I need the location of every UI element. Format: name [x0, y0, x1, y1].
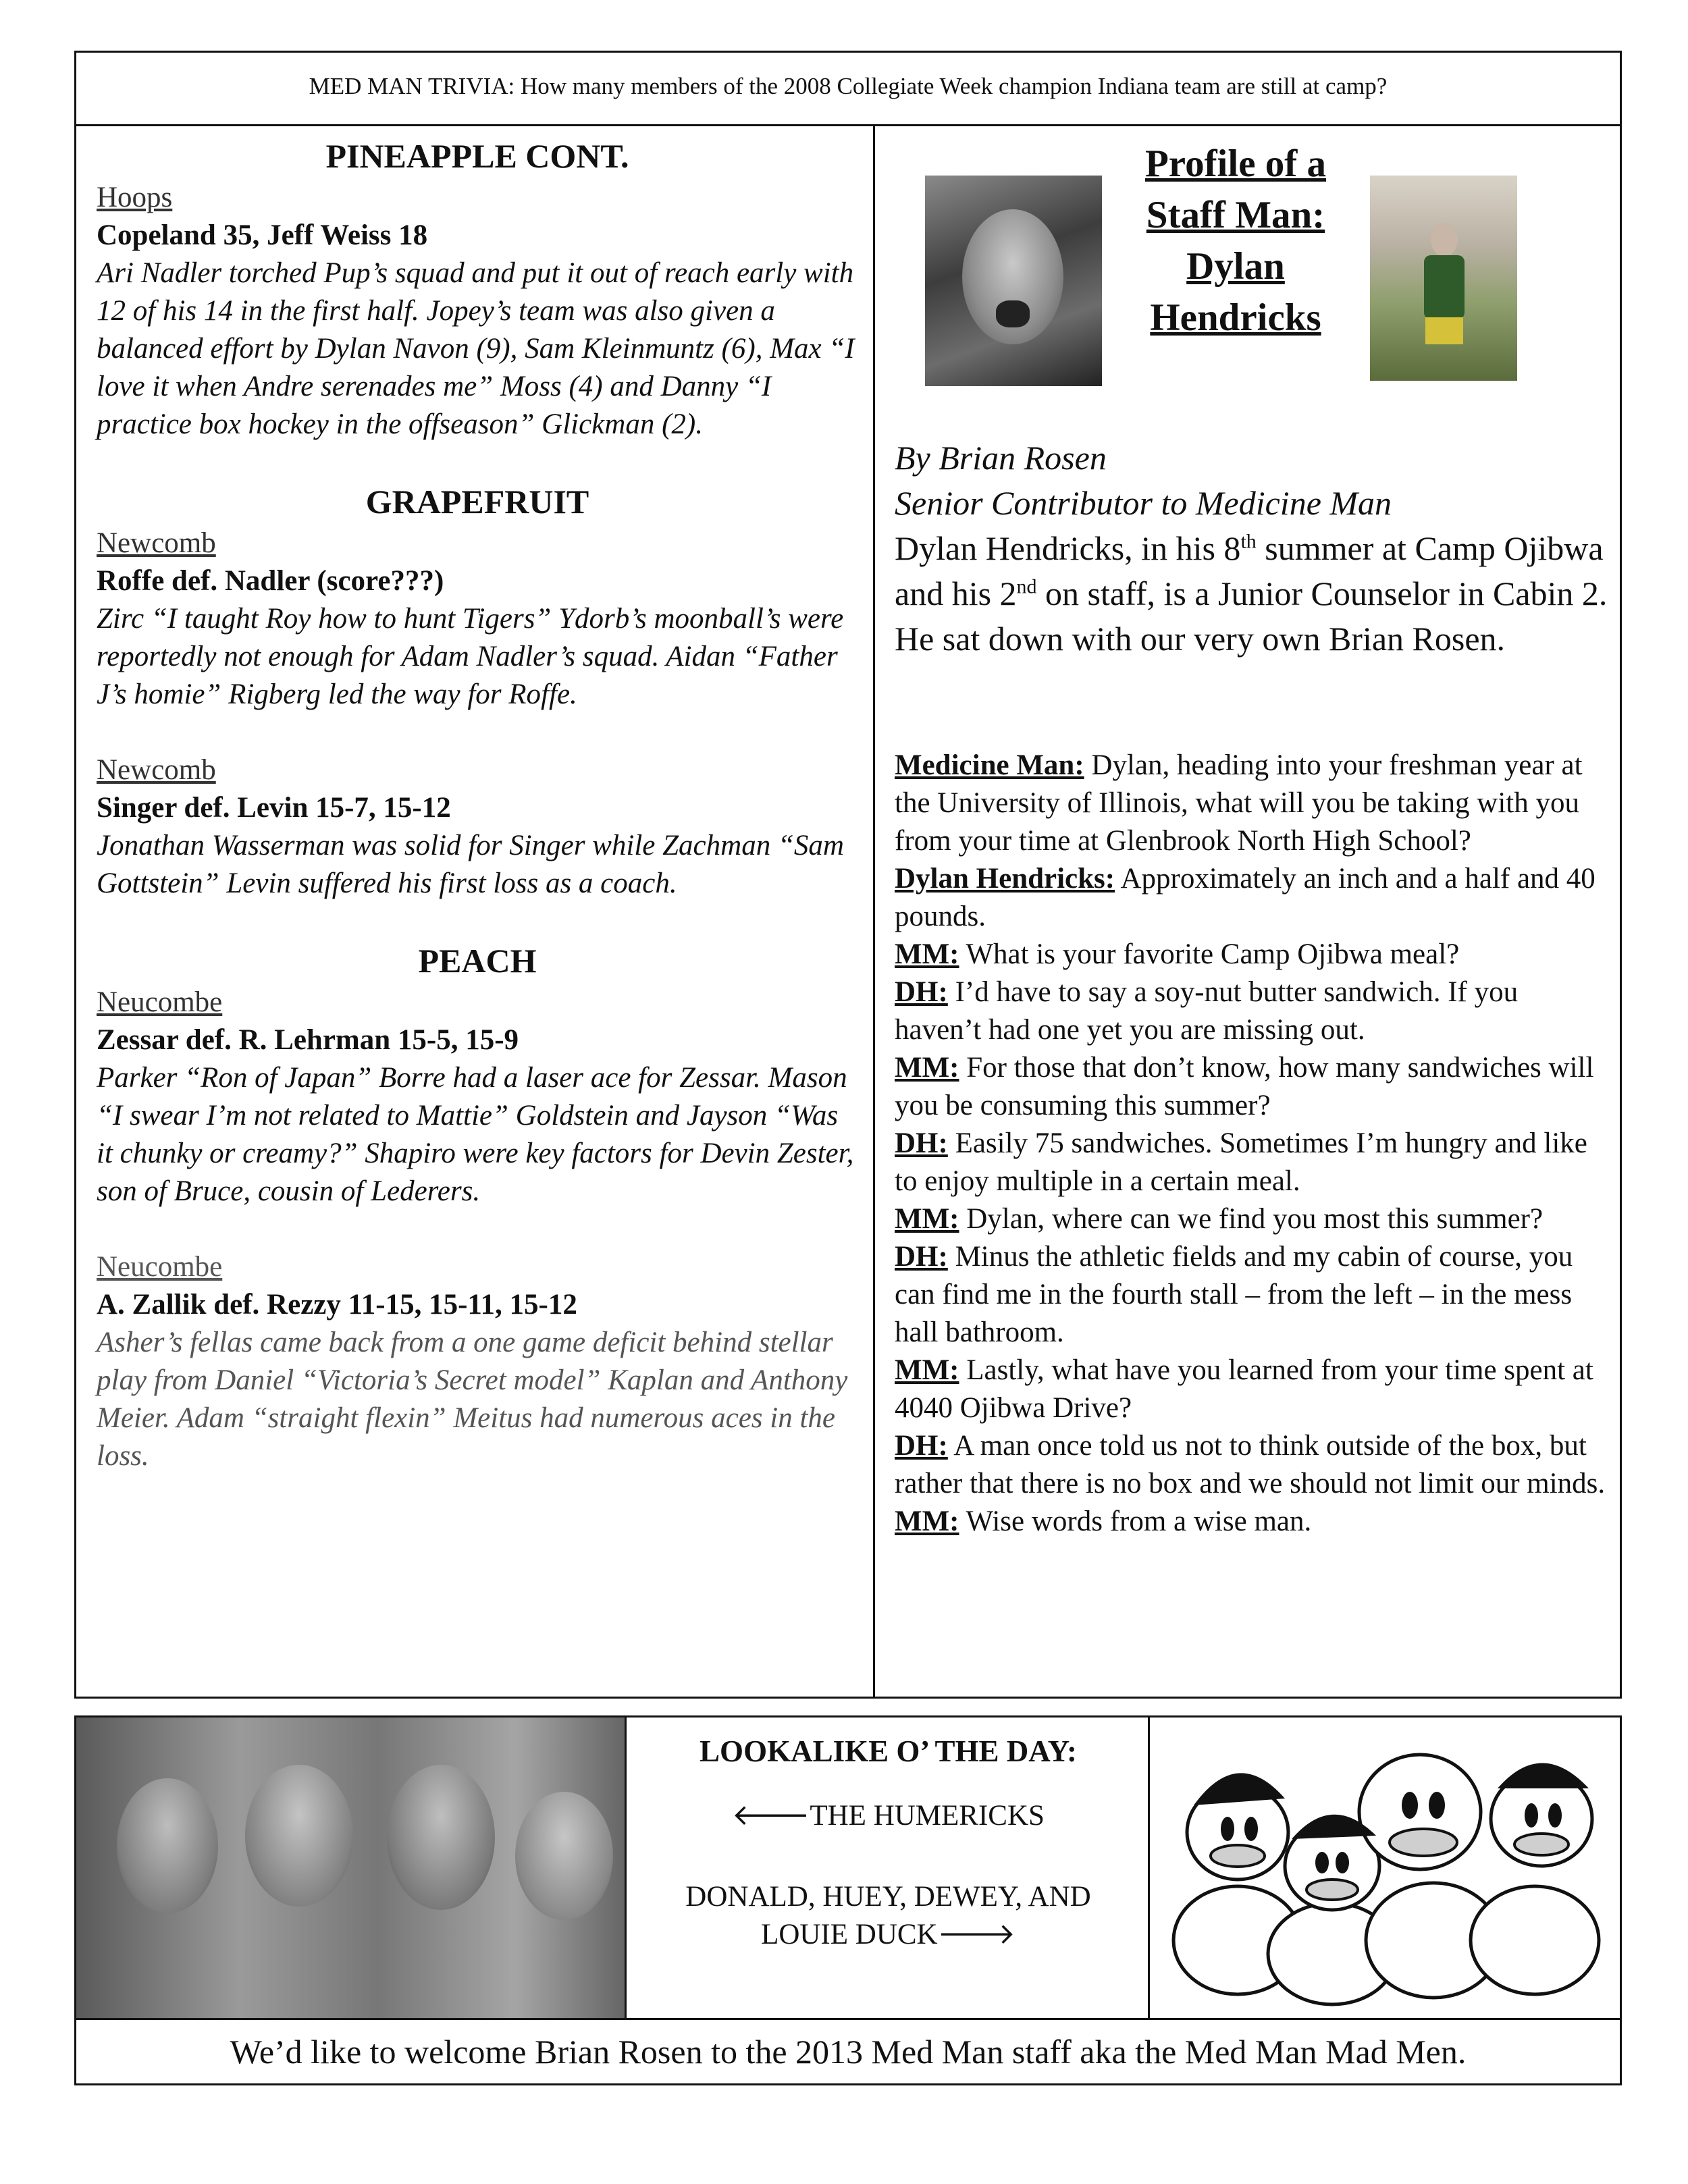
humericks-photo [76, 1717, 625, 2018]
interview-speaker: MM: [895, 1203, 959, 1235]
welcome-banner [74, 2018, 1622, 2085]
interview-speaker: DH: [895, 1430, 948, 1462]
interview-speaker: MM: [895, 1506, 959, 1537]
lookalike-right-label: DONALD, HUEY, DEWEY, AND [685, 1881, 1091, 1913]
duck-cartoon-drawing [1150, 1717, 1616, 2015]
game-sport: Newcomb [97, 527, 216, 559]
interview-text: Easily 75 sandwiches. Sometimes I’m hungry and like to enjoy multiple in a certain meal. [895, 1127, 1587, 1197]
interview-speaker: MM: [895, 1354, 959, 1386]
interview-line [895, 1049, 1610, 1125]
interview-transcript [895, 747, 1610, 1541]
interview-line [895, 1352, 1610, 1427]
trivia-banner [74, 51, 1622, 126]
game-sport: Neucombe [97, 986, 223, 1018]
profile-title-line: Profile of a [1144, 142, 1327, 185]
interview-line [895, 1238, 1610, 1352]
dylan-headshot-photo [925, 176, 1102, 386]
welcome-text: We’d like to welcome Brian Rosen to the 2013 Med Man staff aka the Med Man Mad Men. [230, 2033, 1467, 2071]
lookalike-left-label: 🡐THE HUMERICKS [732, 1800, 1045, 1832]
interview-line [895, 860, 1610, 936]
profile-title-line: Staff Man: [1146, 194, 1325, 236]
interview-text: Dylan, where can we find you most this summer? [959, 1203, 1544, 1235]
interview-text: I’d have to say a soy-nut butter sandwich. If you haven’t had one yet you are missing out. [895, 976, 1519, 1046]
interview-line [895, 974, 1610, 1049]
trivia-text: MED MAN TRIVIA: How many members of the 2008 Collegiate Week champion Indiana team are still at camp? [309, 73, 1388, 99]
intro-sup: nd [1016, 575, 1037, 598]
interview-speaker: Dylan Hendricks: [895, 863, 1115, 895]
game-report [97, 751, 858, 903]
game-body: Parker “Ron of Japan” Borre had a laser ace for Zessar. Mason “I swear I’m not related to Mattie” Goldstein and Jayson “Was it chunky or creamy?” Shapiro were key factors for Devin Zester, son of Bruce, cousin of Lederers. [97, 1062, 854, 1207]
game-sport: Hoops [97, 182, 173, 213]
interview-line [895, 1427, 1610, 1503]
interview-line [895, 747, 1610, 860]
byline-author: By Brian Rosen [895, 439, 1107, 477]
interview-line [895, 1503, 1610, 1541]
game-headline: Singer def. Levin 15-7, 15-12 [97, 792, 451, 824]
game-body: Asher’s fellas came back from a one game deficit behind stellar play from Daniel “Victoria’s Secret model” Kaplan and Anthony Meier. Adam “straight flexin” Meitus had numerous aces in the loss. [97, 1327, 848, 1472]
interview-text: Approximately an inch and a half and 40 pounds. [895, 863, 1595, 932]
intro-text: summer at Camp Ojibwa and his 2 [895, 529, 1604, 612]
game-sport: Newcomb [97, 754, 216, 786]
dylan-running-photo [1370, 176, 1517, 381]
interview-line [895, 1125, 1610, 1200]
interview-text: A man once told us not to think outside of the box, but rather that there is no box and we should not limit our minds. [895, 1430, 1606, 1499]
interview-text: Lastly, what have you learned from your time spent at 4040 Ojibwa Drive? [895, 1354, 1593, 1424]
game-headline: Roffe def. Nadler (score???) [97, 565, 444, 597]
intro-text: Dylan Hendricks, in his 8 [895, 529, 1241, 567]
byline-role: Senior Contributor to Medicine Man [895, 484, 1392, 522]
lookalike-caption [625, 1717, 1150, 2018]
interview-speaker: MM: [895, 938, 959, 970]
intro-paragraph [895, 526, 1610, 662]
game-body: Ari Nadler torched Pup’s squad and put it out of reach early with 12 of his 14 in the first half. Jopey’s team was also given a balanced effort by Dylan Navon (9), Sam Kleinmuntz (6), Max “I love it when Andre serenades me” Moss (4) and Danny “I practice box hockey in the offseason” Glickman (2). [97, 257, 855, 440]
interview-speaker: DH: [895, 976, 948, 1008]
intro-text: on staff, is a Junior Counselor in Cabin 2. He sat down with our very own Brian Rosen. [895, 575, 1608, 658]
interview-text: Minus the athletic fields and my cabin of course, you can find me in the fourth stall – from the left – in the mess hall bathroom. [895, 1241, 1573, 1348]
sports-results-column [74, 124, 875, 1699]
game-headline: Copeland 35, Jeff Weiss 18 [97, 219, 428, 251]
section-title-pineapple: PINEAPPLE CONT. [325, 137, 629, 175]
article-intro [895, 435, 1610, 662]
interview-text: For those that don’t know, how many sandwiches will you be consuming this summer? [895, 1052, 1594, 1121]
game-report [97, 525, 858, 714]
interview-line [895, 1200, 1610, 1238]
game-sport: Neucombe [97, 1251, 223, 1283]
profile-title-line: Dylan [1186, 245, 1285, 288]
game-headline: A. Zallik def. Rezzy 11-15, 15-11, 15-12 [97, 1289, 577, 1321]
interview-text: Dylan, heading into your freshman year at the University of Illinois, what will you be taking with you from your time at Glenbrook North High School? [895, 749, 1583, 857]
lookalike-title: LOOKALIKE O’ THE DAY: [700, 1734, 1077, 1768]
profile-title-line: Hendricks [1150, 296, 1321, 339]
interview-text: What is your favorite Camp Ojibwa meal? [959, 938, 1460, 970]
interview-speaker: MM: [895, 1052, 959, 1084]
game-report [97, 1248, 858, 1475]
section-title-peach: PEACH [418, 942, 537, 980]
game-body: Zirc “I taught Roy how to hunt Tigers” Ydorb’s moonball’s were reportedly not enough for Adam Nadler’s squad. Aidan “Father J’s homie” Rigberg led the way for Roffe. [97, 603, 844, 710]
game-report [97, 984, 858, 1210]
game-report [97, 179, 858, 444]
game-body: Jonathan Wasserman was solid for Singer while Zachman “Sam Gottstein” Levin suffered his first loss as a coach. [97, 830, 844, 899]
lookalike-right-label-2: LOUIE DUCK🡒 [761, 1919, 1016, 1950]
intro-sup: th [1240, 530, 1257, 553]
interview-line [895, 936, 1610, 974]
game-headline: Zessar def. R. Lehrman 15-5, 15-9 [97, 1024, 519, 1056]
section-title-grapefruit: GRAPEFRUIT [365, 483, 589, 521]
interview-text: Wise words from a wise man. [959, 1506, 1312, 1537]
interview-speaker: Medicine Man: [895, 749, 1084, 781]
duck-cartoon-image [1148, 1717, 1620, 2018]
interview-speaker: DH: [895, 1127, 948, 1159]
interview-speaker: DH: [895, 1241, 948, 1273]
profile-title [1114, 138, 1357, 344]
